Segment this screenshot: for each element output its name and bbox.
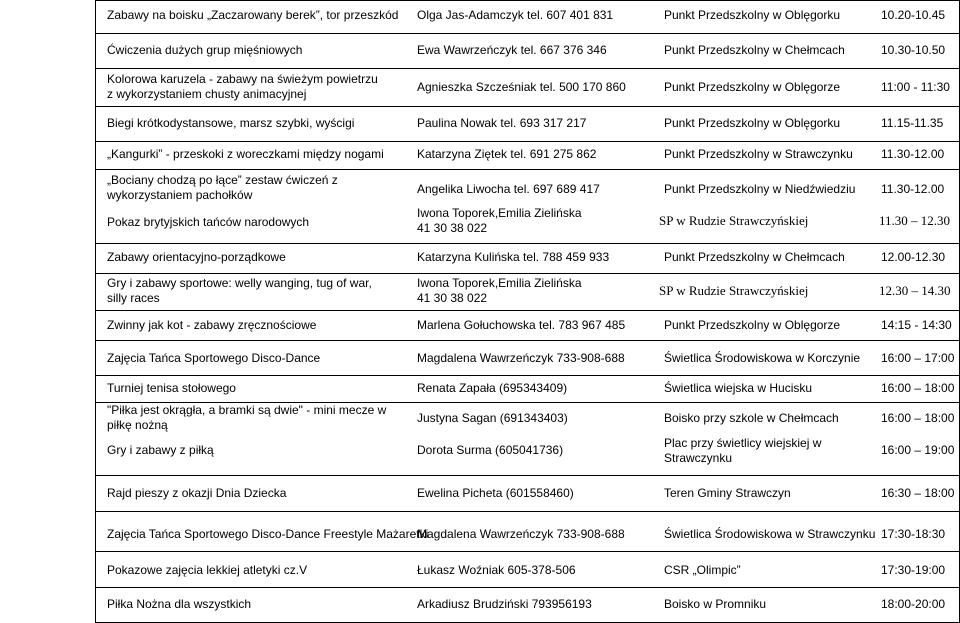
activity-cell: „Bociany chodzą po łące” zestaw ćwiczeń z wykorzystaniem pachołków: [107, 173, 338, 202]
time-cell: 11.30-12.00: [881, 147, 945, 161]
leader-cell: Angelika Liwocha tel. 697 689 417: [417, 182, 600, 196]
leader-phone-cell: 41 30 38 022: [417, 291, 488, 305]
leader-cell: Marlena Gołuchowska tel. 783 967 485: [417, 318, 626, 332]
leader-cell: Arkadiusz Brudziński 793956193: [417, 597, 592, 611]
activity-cell: Turniej tenisa stołowego: [107, 381, 236, 395]
activity-cell: „Kangurki” - przeskoki z woreczkami między nogami: [107, 147, 384, 161]
place-cell: Teren Gminy Strawczyn: [664, 486, 791, 500]
leader-phone-cell: 41 30 38 022: [417, 221, 488, 235]
time-cell: 12.30 – 14.30: [879, 283, 951, 298]
schedule-table: [95, 0, 960, 623]
place-cell: Punkt Przedszkolny w Oblęgorze: [664, 318, 841, 332]
time-cell: 16:00 – 17:00: [881, 351, 955, 365]
place-cell: Plac przy świetlicy wiejskiej w Strawczynku: [664, 436, 822, 465]
time-cell: 14:15 - 14:30: [881, 318, 952, 332]
time-cell: 17:30-19:00: [881, 563, 946, 577]
place-cell: Boisko w Promniku: [664, 597, 767, 611]
place-cell: Punkt Przedszkolny w Chełmcach: [664, 250, 845, 264]
leader-cell: Katarzyna Kulińska tel. 788 459 933: [417, 250, 610, 264]
leader-cell: Agnieszka Szcześniak tel. 500 170 860: [417, 80, 626, 94]
leader-cell: Łukasz Woźniak 605-378-506: [417, 563, 576, 577]
time-cell: 16:30 – 18:00: [881, 486, 955, 500]
activity-cell: Ćwiczenia dużych grup mięśniowych: [107, 43, 303, 57]
time-cell: 11.15-11.35: [881, 116, 944, 130]
leader-cell: Ewelina Picheta (601558460): [417, 486, 574, 500]
activity-cell: "Piłka jest okrągła, a bramki są dwie" - mini mecze w piłkę nożną: [107, 403, 387, 432]
time-cell: 17:30-18:30: [881, 527, 946, 541]
activity-cell: Pokaz brytyjskich tańców narodowych: [107, 215, 310, 229]
time-cell: 16:00 – 18:00: [881, 411, 955, 425]
leader-cell: Paulina Nowak tel. 693 317 217: [417, 116, 587, 130]
activity-cell: Zajęcia Tańca Sportowego Disco-Dance Freestyle Mażaretki: [107, 527, 429, 541]
activity-cell: Gry i zabawy sportowe: welly wanging, tug of war, silly races: [107, 276, 372, 305]
place-cell: Świetlica wiejska w Hucisku: [664, 381, 813, 395]
place-cell: Świetlica Środowiskowa w Korczynie: [664, 351, 861, 365]
leader-cell: Ewa Wawrzeńczyk tel. 667 376 346: [417, 43, 607, 57]
activity-cell: Pokazowe zajęcia lekkiej atletyki cz.V: [107, 563, 308, 577]
leader-cell: Olga Jas-Adamczyk tel. 607 401 831: [417, 8, 614, 22]
leader-cell: Iwona Toporek,Emilia Zielińska: [417, 276, 582, 290]
time-cell: 16:00 – 19:00: [881, 443, 955, 457]
leader-cell: Magdalena Wawrzeńczyk 733-908-688: [417, 527, 625, 541]
activity-cell: Zabawy na boisku „Zaczarowany berek”, tor przeszkód: [107, 8, 399, 22]
activity-cell: Gry i zabawy z piłką: [107, 443, 214, 457]
time-cell: 18:00-20:00: [881, 597, 946, 611]
leader-cell: Iwona Toporek,Emilia Zielińska: [417, 206, 582, 220]
place-cell: Punkt Przedszkolny w Oblęgorze: [664, 80, 841, 94]
activity-cell: Zwinny jak kot - zabawy zręcznościowe: [107, 318, 317, 332]
time-cell: 10.20-10.45: [881, 8, 946, 22]
place-cell: Świetlica Środowiskowa w Strawczynku: [664, 527, 876, 541]
activity-cell: Zajęcia Tańca Sportowego Disco-Dance: [107, 351, 321, 365]
leader-cell: Magdalena Wawrzeńczyk 733-908-688: [417, 351, 625, 365]
place-cell: SP w Rudzie Strawczyńskiej: [659, 213, 809, 228]
time-cell: 11.30-12.00: [881, 182, 945, 196]
time-cell: 11:00 - 11:30: [881, 80, 950, 94]
time-cell: 12.00-12.30: [881, 250, 946, 264]
leader-cell: Justyna Sagan (691343403): [417, 411, 568, 425]
place-cell: Punkt Przedszkolny w Niedźwiedziu: [664, 182, 856, 196]
time-cell: 10.30-10.50: [881, 43, 946, 57]
place-cell: Boisko przy szkole w Chełmcach: [664, 411, 839, 425]
place-cell: CSR „Olimpic”: [664, 563, 741, 577]
place-cell: Punkt Przedszkolny w Oblęgorku: [664, 116, 841, 130]
leader-cell: Katarzyna Ziętek tel. 691 275 862: [417, 147, 597, 161]
place-cell: Punkt Przedszkolny w Strawczynku: [664, 147, 853, 161]
leader-cell: Renata Zapała (695343409): [417, 381, 568, 395]
place-cell: Punkt Przedszkolny w Chełmcach: [664, 43, 845, 57]
place-cell: SP w Rudzie Strawczyńskiej: [659, 283, 809, 298]
leader-cell: Dorota Surma (605041736): [417, 443, 564, 457]
time-cell: 11.30 – 12.30: [879, 213, 951, 228]
activity-cell: Rajd pieszy z okazji Dnia Dziecka: [107, 486, 287, 500]
time-cell: 16:00 – 18:00: [881, 381, 955, 395]
activity-cell: Kolorowa karuzela - zabawy na świeżym powietrzu z wykorzystaniem chusty animacyjnej: [107, 72, 378, 101]
activity-cell: Biegi krótkodystansowe, marsz szybki, wyścigi: [107, 116, 355, 130]
place-cell: Punkt Przedszkolny w Oblęgorku: [664, 8, 841, 22]
activity-cell: Piłka Nożna dla wszystkich: [107, 597, 252, 611]
activity-cell: Zabawy orientacyjno-porządkowe: [107, 250, 286, 264]
